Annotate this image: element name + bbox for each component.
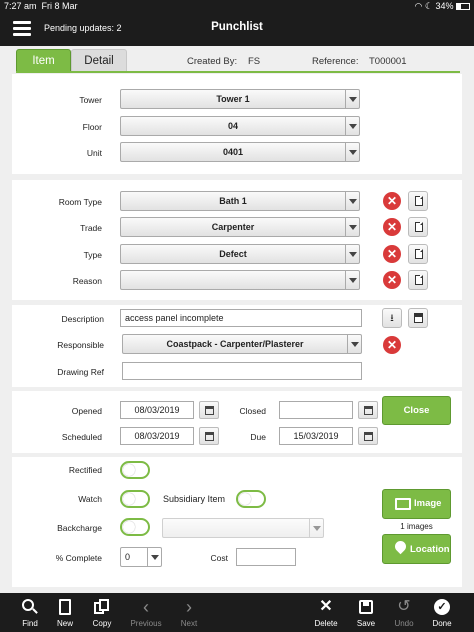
download-icon: ⭳ [390, 313, 394, 324]
document-icon [415, 196, 423, 206]
drawing-ref-field[interactable] [122, 362, 362, 380]
close-item-button[interactable]: Close [382, 396, 451, 425]
done-button[interactable]: ✓ Done [432, 601, 452, 628]
created-by-value: FS [248, 56, 261, 67]
description-label: Description [61, 314, 104, 324]
save-button[interactable]: Save [346, 593, 386, 632]
unit-label: Unit [86, 148, 102, 158]
chevron-down-icon [345, 117, 359, 135]
trade-select[interactable]: Carpenter [120, 217, 360, 237]
backcharge-toggle[interactable] [120, 518, 150, 536]
page-title: Punchlist [211, 21, 263, 33]
chevron-down-icon [345, 271, 359, 289]
room-type-select[interactable]: Bath 1 [120, 191, 360, 211]
unit-select[interactable]: 0401 [120, 142, 360, 162]
floppy-icon [414, 313, 423, 323]
subsidiary-item-label: Subsidiary Item [163, 494, 226, 504]
battery-level: 34% [435, 1, 454, 11]
map-pin-icon [393, 539, 409, 555]
delete-button[interactable]: ✕ Delete [314, 598, 338, 628]
image-icon [395, 498, 411, 510]
backcharge-select[interactable] [162, 518, 324, 538]
percent-complete-label: % Complete [55, 553, 102, 563]
responsible-select[interactable]: Coastpack - Carpenter/Plasterer [122, 334, 362, 354]
watch-label: Watch [78, 494, 102, 504]
chevron-down-icon [347, 335, 361, 353]
scheduled-calendar-button[interactable] [199, 427, 219, 445]
responsible-label: Responsible [57, 340, 104, 350]
room-type-list-button[interactable] [408, 191, 428, 211]
floppy-icon [358, 599, 374, 615]
percent-complete-select[interactable]: 0 [120, 547, 162, 567]
trade-label: Trade [80, 223, 102, 233]
chevron-down-icon [345, 218, 359, 236]
delete-x-icon: ✕ [319, 598, 333, 615]
document-icon [415, 249, 423, 259]
due-date-field[interactable]: 15/03/2019 [279, 427, 353, 445]
tower-label: Tower [79, 95, 102, 105]
chevron-down-icon [147, 548, 161, 566]
moon-icon: ☾ [424, 1, 433, 11]
undo-button[interactable]: ↺ Undo [394, 598, 414, 628]
watch-toggle[interactable] [120, 490, 150, 508]
cost-field[interactable] [236, 548, 296, 566]
wifi-icon: ◠ [414, 1, 423, 11]
room-type-label: Room Type [58, 197, 102, 207]
floor-select[interactable]: 04 [120, 116, 360, 136]
clear-room-type-button[interactable]: ✕ [383, 192, 401, 210]
opened-calendar-button[interactable] [199, 401, 219, 419]
chevron-right-icon: › [186, 597, 192, 617]
due-calendar-button[interactable] [358, 427, 378, 445]
reference-value: T000001 [369, 56, 407, 67]
status-bar [0, 0, 474, 12]
new-button[interactable]: New [45, 593, 85, 632]
copy-button[interactable]: Copy [82, 593, 122, 632]
tab-detail[interactable]: Detail [71, 49, 127, 72]
chevron-down-icon [309, 519, 323, 537]
opened-label: Opened [71, 406, 102, 416]
images-count: 1 images [400, 522, 433, 531]
type-list-button[interactable] [408, 244, 428, 264]
save-description-button[interactable] [408, 308, 428, 328]
closed-label: Closed [239, 406, 266, 416]
calendar-icon [205, 432, 214, 441]
copy-icon [94, 599, 110, 615]
clear-responsible-button[interactable]: ✕ [383, 336, 401, 354]
nav-bar [0, 12, 474, 46]
undo-icon: ↺ [397, 598, 411, 615]
chevron-down-icon [345, 90, 359, 108]
image-button[interactable]: Image [382, 489, 451, 519]
new-document-icon [57, 599, 73, 615]
scheduled-label: Scheduled [61, 432, 102, 442]
subsidiary-item-toggle[interactable] [236, 490, 266, 508]
due-label: Due [250, 432, 266, 442]
bottom-toolbar [0, 593, 474, 632]
clear-reason-button[interactable]: ✕ [383, 271, 401, 289]
trade-list-button[interactable] [408, 217, 428, 237]
drawing-ref-label: Drawing Ref [57, 367, 104, 377]
status-date: Fri 8 Mar [41, 1, 78, 11]
clear-trade-button[interactable]: ✕ [383, 218, 401, 236]
check-circle-icon: ✓ [434, 599, 450, 615]
chevron-left-icon: ‹ [143, 597, 149, 617]
type-label: Type [83, 250, 102, 260]
chevron-down-icon [345, 245, 359, 263]
previous-button[interactable]: ‹ Previous [130, 597, 162, 628]
floor-label: Floor [82, 122, 102, 132]
search-icon [22, 599, 38, 615]
closed-calendar-button[interactable] [358, 401, 378, 419]
calendar-icon [364, 432, 373, 441]
location-button[interactable]: Location [382, 534, 451, 564]
rectified-label: Rectified [68, 465, 102, 475]
find-button[interactable]: Find [10, 593, 50, 632]
tab-underline [16, 71, 460, 73]
opened-date-field[interactable]: 08/03/2019 [120, 401, 194, 419]
reason-list-button[interactable] [408, 270, 428, 290]
pending-updates[interactable]: Pending updates: 2 [44, 23, 122, 33]
reason-label: Reason [72, 276, 102, 286]
tab-item[interactable]: Item [16, 49, 71, 72]
tower-select[interactable]: Tower 1 [120, 89, 360, 109]
backcharge-label: Backcharge [57, 523, 102, 533]
chevron-down-icon [345, 192, 359, 210]
scheduled-date-field[interactable]: 08/03/2019 [120, 427, 194, 445]
rectified-toggle[interactable] [120, 461, 150, 479]
document-icon [415, 275, 423, 285]
clear-type-button[interactable]: ✕ [383, 245, 401, 263]
next-button[interactable]: › Next [180, 597, 198, 628]
reference-label: Reference: [312, 56, 359, 67]
download-button[interactable] [382, 308, 402, 328]
battery-icon [456, 3, 470, 10]
description-field[interactable]: access panel incomplete [120, 309, 362, 327]
chevron-down-icon [345, 143, 359, 161]
type-select[interactable]: Defect [120, 244, 360, 264]
created-by-label: Created By: [187, 56, 238, 67]
document-icon [415, 222, 423, 232]
calendar-icon [205, 406, 214, 415]
status-time: 7:27 am [4, 1, 37, 11]
calendar-icon [364, 406, 373, 415]
reason-select[interactable] [120, 270, 360, 290]
closed-date-field[interactable] [279, 401, 353, 419]
cost-label: Cost [210, 553, 228, 563]
